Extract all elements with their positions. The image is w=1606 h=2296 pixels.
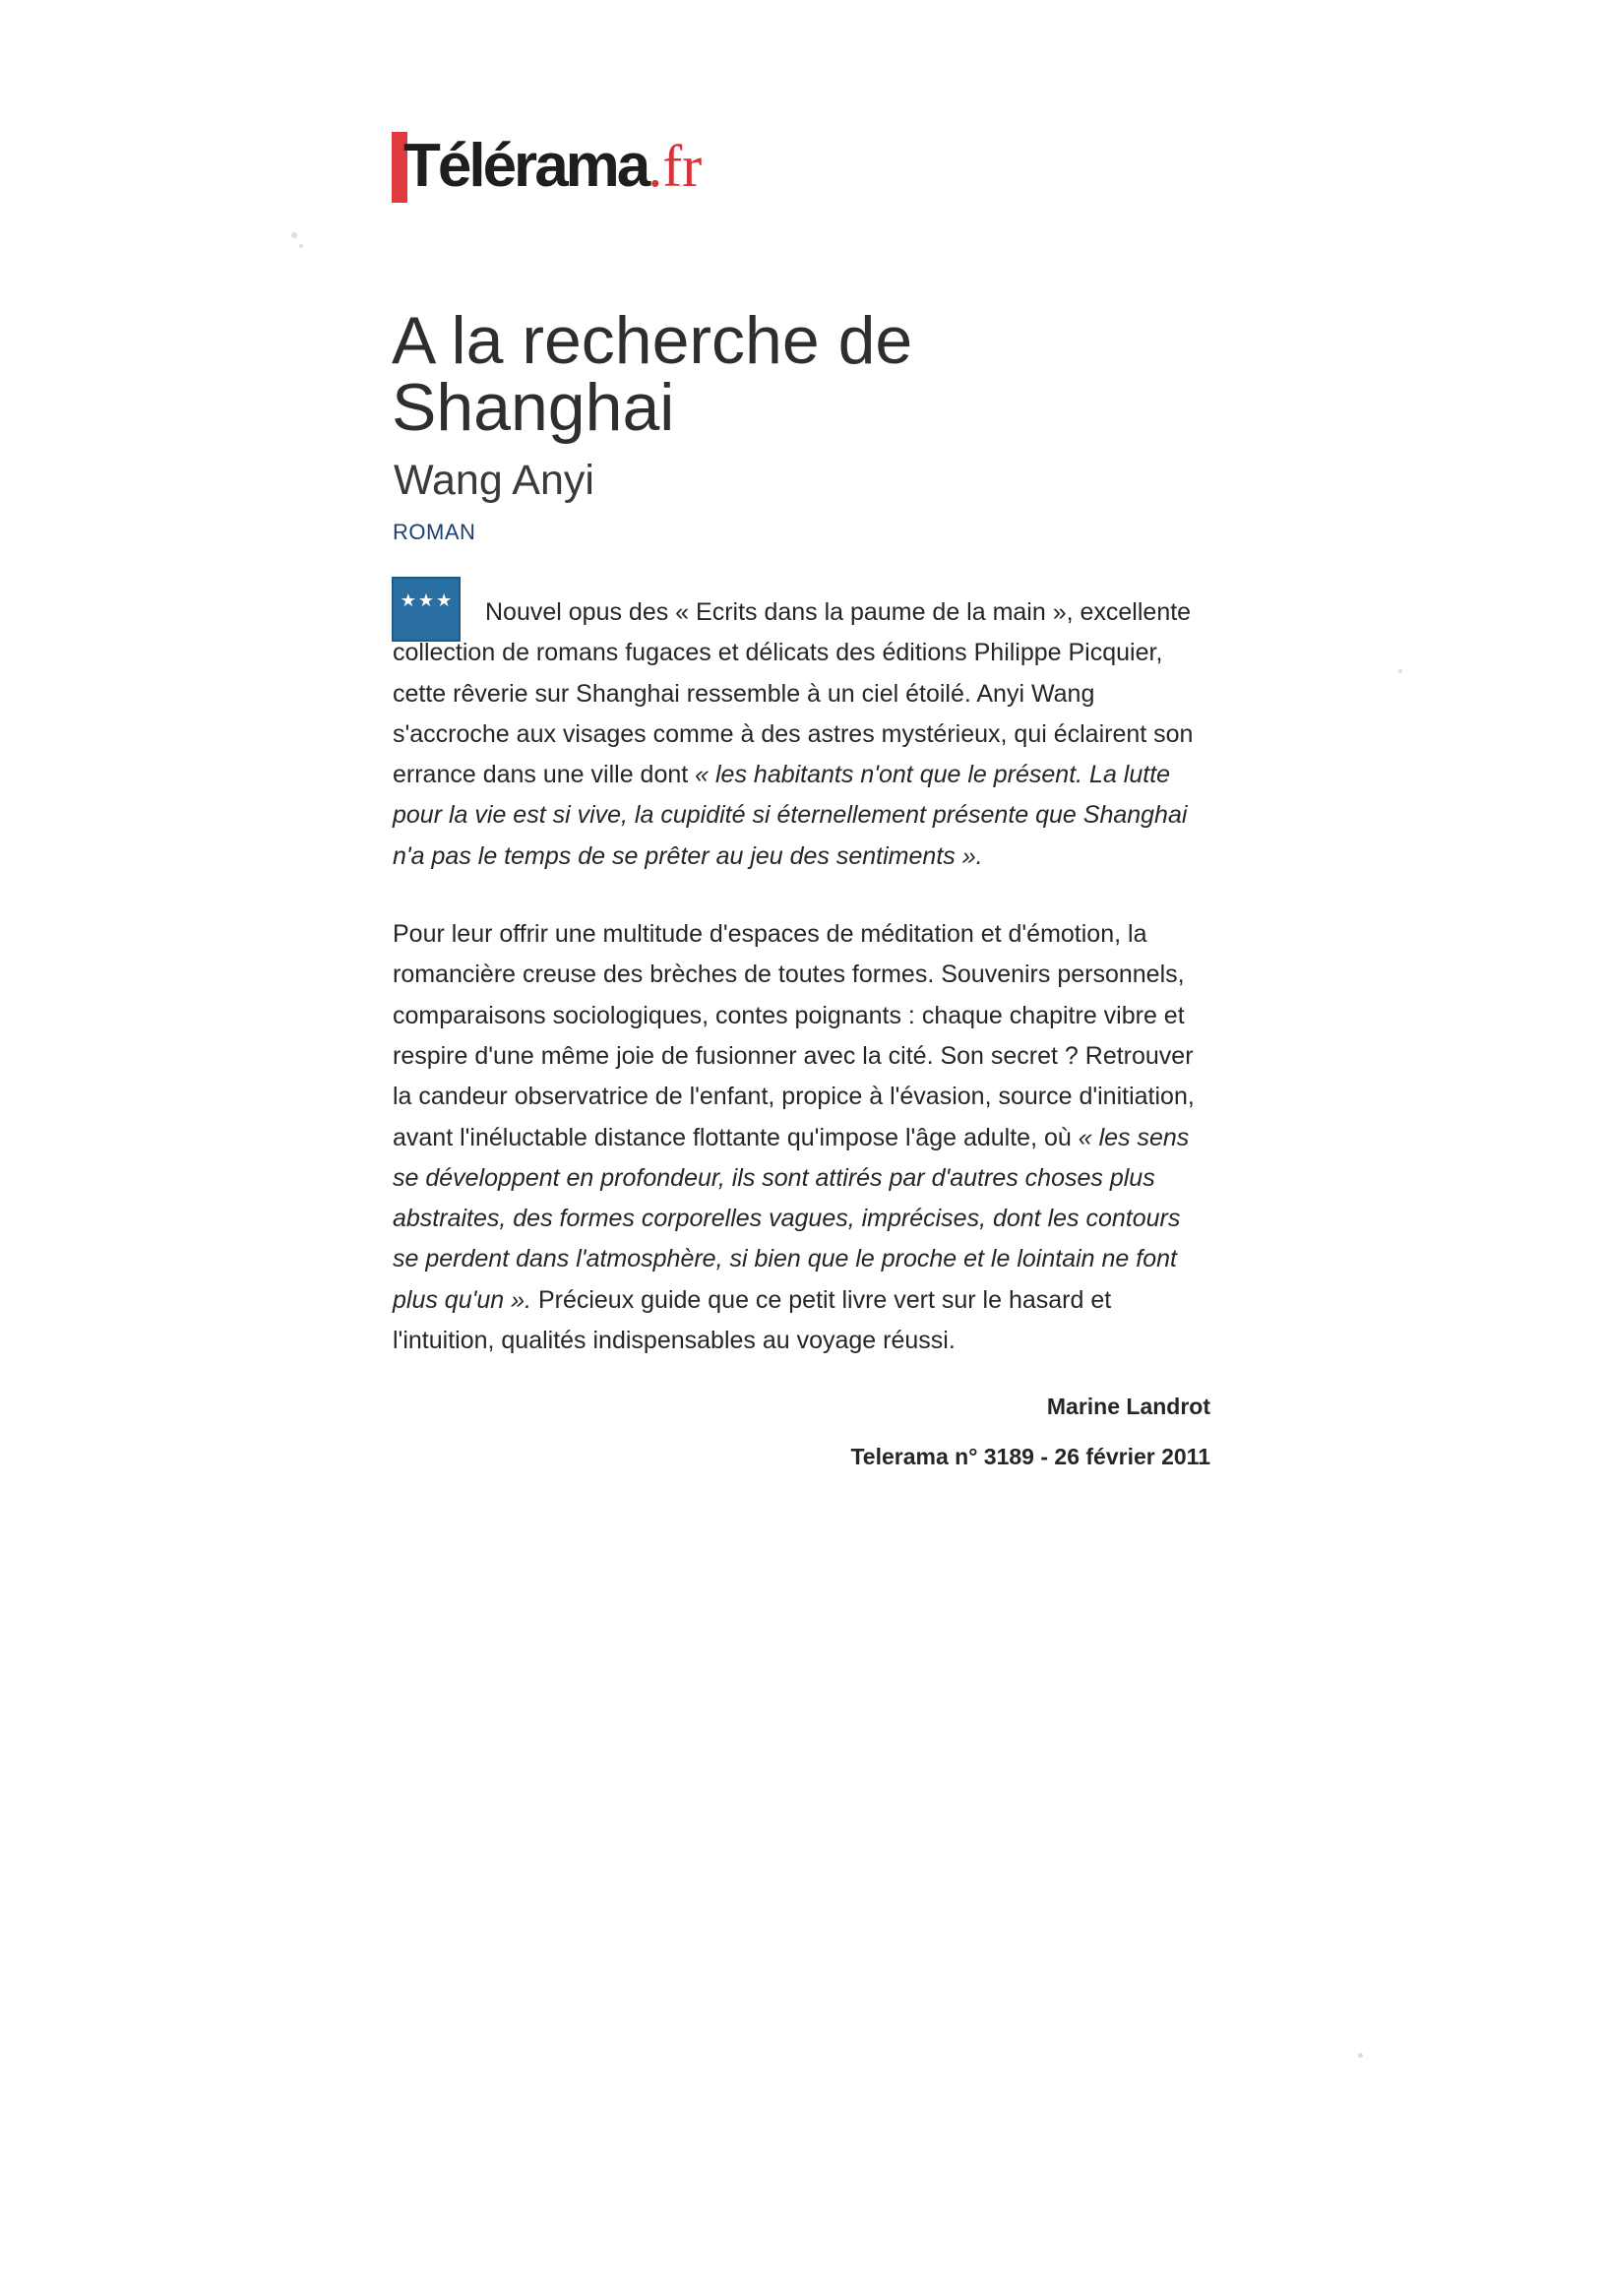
star-icon: ★ <box>417 590 435 611</box>
paragraph-text: Nouvel opus des « Ecrits dans la paume de la main », excellente collection de romans fugaces et délicats des éditions Philippe Picquier, cette rêverie sur Shanghai ressemble à un ciel étoilé. Anyi Wang s'accroche aux visages comme à des astres mystérieux, qui éclairent son errance dans une ville dont <box>393 598 1194 789</box>
scan-speck <box>1398 669 1402 673</box>
article-title: A la recherche de Shanghai <box>392 303 913 445</box>
scan-speck <box>1358 2053 1363 2058</box>
scan-speck <box>291 232 297 238</box>
quoted-excerpt: « les habitants n'ont que le présent. La lutte pour la vie est si vive, la cupidité si éternellement présente que Shanghai n'a pas le temps de se prêter au jeu des sentiments ». <box>393 761 1188 870</box>
article-body <box>393 592 1202 1361</box>
article-paragraph <box>393 592 1202 877</box>
logo-name: Télérama <box>403 132 649 200</box>
star-icon: ★ <box>400 590 416 611</box>
scan-speck <box>299 244 303 248</box>
paragraph-text: Pour leur offrir une multitude d'espaces de méditation et d'émotion, la romancière creuse des brèches de toutes formes. Souvenirs personnels, comparaisons sociologiques, contes poignants : chaque chapitre vibre et respire d'une même joie de fusionner avec la cité. Son secret ? Retrouver la candeur observatrice de l'enfant, propice à l'évasion, source d'initiation, avant l'inéluctable distance flottante qu'impose l'âge adulte, où <box>393 920 1195 1151</box>
telerama-logo <box>392 130 702 203</box>
article-paragraph <box>393 914 1202 1361</box>
logo-tld: .fr <box>648 134 703 199</box>
article-genre: ROMAN <box>393 520 476 544</box>
author-signature: Marine Landrot <box>1046 1394 1210 1419</box>
quoted-excerpt: « les sens se développent en profondeur, ils sont attirés par d'autres choses plus abstraites, des formes corporelles vagues, imprécises, dont les contours se perdent dans l'atmosphère, si bien que le proche et le lointain ne font plus qu'un ». <box>393 1123 1190 1314</box>
article-author: Wang Anyi <box>394 457 594 504</box>
publication-source: Telerama n° 3189 - 26 février 2011 <box>850 1444 1210 1469</box>
star-icon: ★ <box>436 590 453 611</box>
paragraph-text: Précieux guide que ce petit livre vert sur le hasard et l'intuition, qualités indispensables au voyage réussi. <box>393 1285 1112 1355</box>
